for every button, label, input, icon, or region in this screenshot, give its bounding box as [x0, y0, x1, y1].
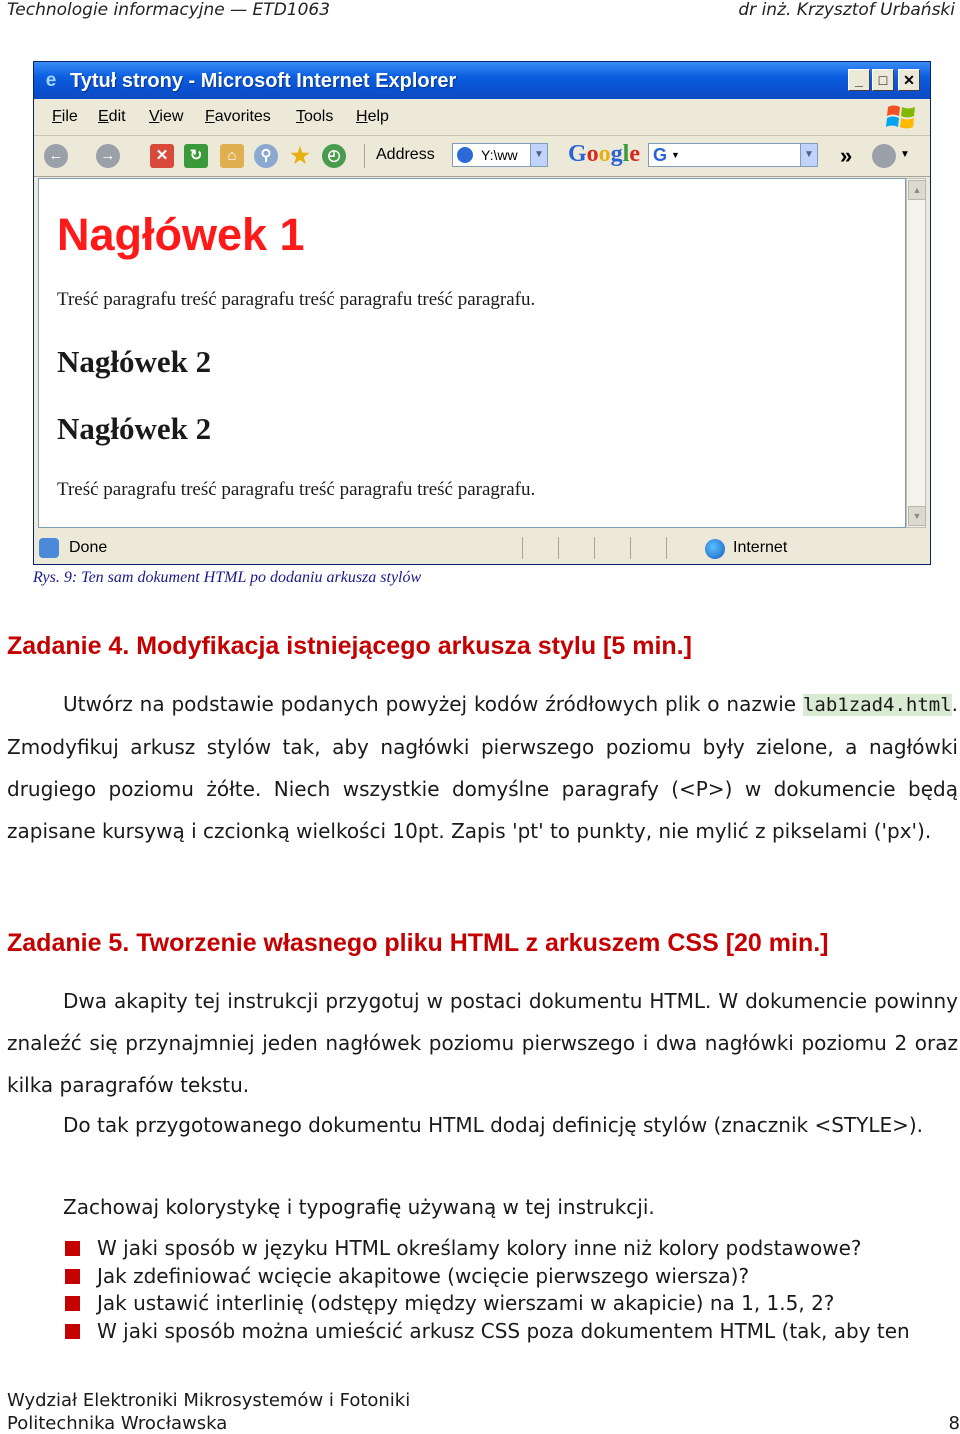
page-done-icon: [39, 538, 59, 558]
list-item: [65, 1235, 958, 1263]
status-zone: Internet: [733, 539, 788, 556]
menu-tools[interactable]: Tools: [296, 108, 334, 125]
vertical-scrollbar[interactable]: [906, 178, 926, 528]
google-menu-icon[interactable]: ▼: [671, 150, 680, 160]
status-bar: [34, 532, 930, 564]
figure-caption: Rys. 9: Ten sam dokument HTML po dodaniu arkusza stylów: [33, 569, 422, 586]
task-4-text-b: . Zmodyfikuj arkusz stylów tak, aby nagłówki pierwszego poziomu były zielone, a nagłówki drugiego poziomu żółte. Niech wszystkie domyślne paragrafy (<P>) w dokumencie będą zapisane kursywą i czcionką wielkości 10pt. Zapis 'pt' to punkty, nie mylić z pikselami ('px').: [7, 692, 959, 843]
ie-window-screenshot: [33, 61, 931, 565]
menu-help[interactable]: Help: [356, 108, 389, 125]
favorites-icon[interactable]: ★: [290, 143, 310, 168]
task-4-paragraph: [7, 683, 958, 852]
list-item: [65, 1318, 958, 1346]
rendered-heading-2b: Nagłówek 2: [57, 411, 212, 446]
status-pane: [558, 537, 591, 559]
google-logo: Google: [568, 141, 640, 167]
status-pane: [594, 537, 627, 559]
author-name: dr inż. Krzysztof Urbański: [738, 0, 955, 20]
task-5-paragraph-3: [7, 1186, 958, 1228]
task-5-text-3: Zachowaj kolorystykę i typografię używaną w tej instrukcji.: [63, 1195, 655, 1219]
status-pane: [522, 537, 555, 559]
google-g-icon: G: [653, 145, 668, 165]
scroll-down-icon[interactable]: ▼: [908, 506, 926, 526]
home-icon[interactable]: ⌂: [220, 144, 244, 168]
list-item-text: Jak ustawić interlinię (odstępy między wierszami w akapicie) na 1, 1.5, 2?: [97, 1291, 835, 1315]
back-icon[interactable]: ←: [44, 144, 68, 168]
maximize-button[interactable]: □: [872, 69, 894, 91]
task-5-paragraph-1: [7, 980, 958, 1106]
forward-icon[interactable]: →: [96, 144, 120, 168]
task-4-filename: lab1zad4.html: [802, 694, 952, 716]
footer-university: [7, 1413, 960, 1434]
refresh-icon[interactable]: ↻: [184, 144, 208, 168]
list-item-text: W jaki sposób w języku HTML określamy kolory inne niż kolory podstawowe?: [97, 1236, 862, 1260]
address-dropdown-icon[interactable]: ▼: [530, 144, 547, 166]
rendered-heading-2a: Nagłówek 2: [57, 344, 212, 379]
stop-icon[interactable]: ✕: [150, 144, 174, 168]
task-4-title: Zadanie 4. Modyfikacja istniejącego arkusza stylu [5 min.]: [7, 632, 692, 660]
rendered-paragraph-1: Treść paragrafu treść paragrafu treść paragrafu treść paragrafu.: [57, 289, 536, 310]
page-content-area: [38, 178, 906, 528]
bullet-square-icon: [65, 1241, 80, 1256]
address-label: Address: [376, 146, 435, 163]
menu-file[interactable]: File: [52, 108, 78, 125]
status-pane: [666, 537, 699, 559]
scroll-up-icon[interactable]: ▲: [908, 180, 926, 200]
minimize-button[interactable]: _: [848, 69, 870, 91]
footer-university-name: Politechnika Wrocławska: [7, 1413, 228, 1434]
bullet-square-icon: [65, 1296, 80, 1311]
rendered-heading-1: Nagłówek 1: [57, 209, 305, 260]
ie-logo-icon: e: [45, 70, 57, 91]
task-5-text-2: Do tak przygotowanego dokumentu HTML dodaj definicję stylów (znacznik <STYLE>).: [63, 1113, 924, 1137]
task-5-title: Zadanie 5. Tworzenie własnego pliku HTML z arkuszem CSS [20 min.]: [7, 929, 829, 957]
address-input[interactable]: [452, 143, 548, 167]
page-icon: [457, 147, 473, 163]
task-5-text-1: Dwa akapity tej instrukcji przygotuj w postaci dokumentu HTML. W dokumencie powinny znaleźć się przynajmniej jeden nagłówek poziomu pierwszego i dwa nagłówki poziomu 2 oraz kilka paragrafów tekstu.: [7, 989, 958, 1097]
list-item: [65, 1290, 958, 1318]
bullet-square-icon: [65, 1324, 80, 1339]
settings-icon[interactable]: [872, 144, 896, 168]
google-search-input[interactable]: [648, 143, 818, 167]
history-icon[interactable]: ◴: [322, 144, 346, 168]
close-button[interactable]: ✕: [898, 69, 920, 91]
question-list: [65, 1235, 958, 1345]
address-value: Y:\ww: [481, 147, 518, 163]
google-dropdown-icon[interactable]: ▼: [800, 144, 817, 166]
status-done: Done: [69, 539, 108, 556]
course-title: Technologie informacyjne — ETD1063: [7, 0, 331, 20]
bullet-square-icon: [65, 1269, 80, 1284]
windows-logo-icon: [884, 103, 920, 131]
toolbar-separator: [364, 144, 365, 168]
rendered-paragraph-2: Treść paragrafu treść paragrafu treść paragrafu treść paragrafu.: [57, 479, 536, 500]
menu-edit[interactable]: Edit: [98, 108, 126, 125]
menu-bar: [34, 99, 930, 136]
page-header: [7, 0, 955, 26]
menu-favorites[interactable]: Favorites: [205, 108, 271, 125]
internet-zone-icon: [705, 539, 725, 559]
status-pane: [630, 537, 663, 559]
task-5-paragraph-2: [7, 1104, 958, 1146]
toolbar: [34, 136, 930, 177]
menu-view[interactable]: View: [149, 108, 184, 125]
list-item: [65, 1263, 958, 1291]
search-icon[interactable]: ⚲: [254, 144, 278, 168]
toolbar-chevron-icon[interactable]: »: [840, 143, 853, 168]
settings-dropdown-icon[interactable]: ▼: [900, 149, 910, 160]
list-item-text: W jaki sposób można umieścić arkusz CSS poza dokumentem HTML (tak, aby ten: [97, 1318, 910, 1343]
page-number: 8: [948, 1413, 960, 1434]
window-title: Tytuł strony - Microsoft Internet Explorer: [70, 70, 457, 92]
footer-faculty: Wydział Elektroniki Mikrosystemów i Fotoniki: [7, 1390, 411, 1411]
ie-titlebar: [34, 62, 930, 99]
list-item-text: Jak zdefiniować wcięcie akapitowe (wcięcie pierwszego wiersza)?: [97, 1263, 750, 1288]
task-4-text-a: Utwórz na podstawie podanych powyżej kodów źródłowych plik o nazwie: [63, 692, 797, 716]
